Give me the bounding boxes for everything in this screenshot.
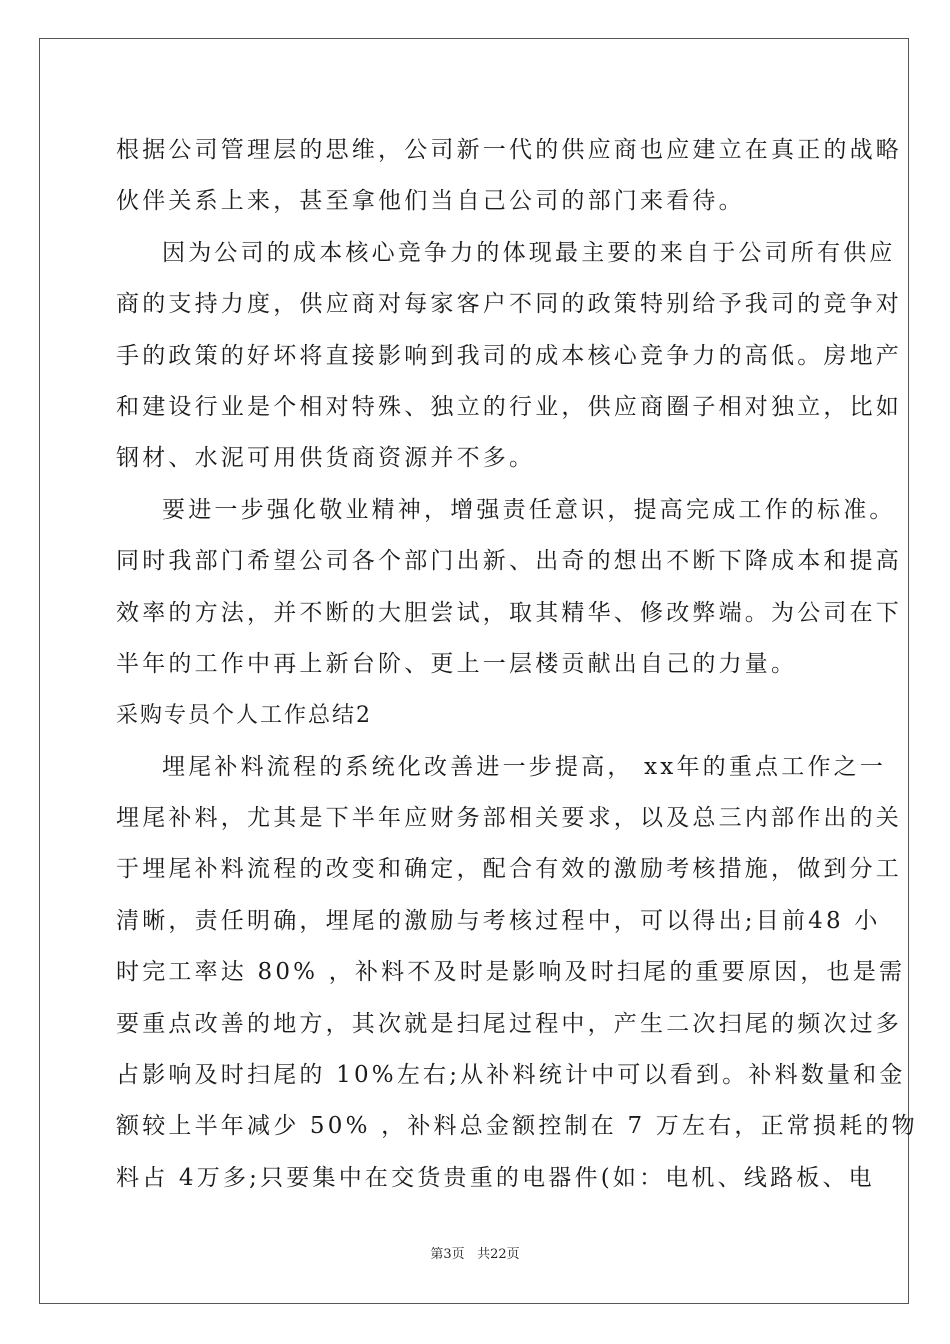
text-line: 同时我部门希望公司各个部门出新、出奇的想出不断下降成本和提高 <box>116 548 902 575</box>
page-footer <box>0 1243 950 1262</box>
text-line: 埋尾补料流程的系统化改善进一步提高， xx年的重点工作之一 <box>162 753 887 780</box>
page-prefix: 第 <box>430 1247 444 1262</box>
paragraph-2 <box>116 228 902 485</box>
paragraph-3 <box>116 485 902 691</box>
page-number: 3 <box>443 1247 452 1262</box>
section-heading: 采购专员个人工作总结2 <box>116 703 372 729</box>
text-line: 要重点改善的地方，其次就是扫尾过程中，产生二次扫尾的频次过多 <box>116 1010 902 1037</box>
text-line: 根据公司管理层的思维，公司新一代的供应商也应建立在真正的战略 <box>116 137 902 163</box>
text-line: 额较上半年减少 50% ，补料总金额控制在 7 万左右，正常损耗的物 <box>116 1113 918 1140</box>
text-line: 料占 4万多;只要集中在交货贵重的电器件(如：电机、线路板、电 <box>116 1164 875 1191</box>
text-line: 时完工率达 80% ，补料不及时是影响及时扫尾的重要原因，也是需 <box>116 959 906 986</box>
text-line: 于埋尾补料流程的改变和确定，配合有效的激励考核措施，做到分工 <box>116 856 902 883</box>
total-prefix: 共 <box>477 1247 491 1262</box>
total-pages: 22 <box>490 1247 507 1262</box>
text-line: 因为公司的成本核心竞争力的体现最主要的来自于公司所有供应 <box>162 239 896 266</box>
text-line: 手的政策的好坏将直接影响到我司的成本核心竞争力的高低。房地产 <box>116 342 902 369</box>
text-line: 半年的工作中再上新台阶、更上一层楼贡献出自己的力量。 <box>116 650 798 677</box>
total-suffix: 页 <box>506 1247 520 1262</box>
text-line: 和建设行业是个相对特殊、独立的行业，供应商圈子相对独立，比如 <box>116 393 902 420</box>
text-line: 埋尾补料，尤其是下半年应财务部相关要求，以及总三内部作出的关 <box>116 805 902 832</box>
text-line: 效率的方法，并不断的大胆尝试，取其精华、修改弊端。为公司在下 <box>116 599 902 626</box>
text-line: 钢材、水泥可用供货商资源并不多。 <box>116 445 536 472</box>
page-suffix: 页 <box>451 1247 465 1262</box>
text-line: 商的支持力度，供应商对每家客户不同的政策特别给予我司的竞争对 <box>116 291 902 318</box>
text-line: 伙伴关系上来，甚至拿他们当自己公司的部门来看待。 <box>116 188 745 215</box>
paragraph-1 <box>116 125 902 228</box>
document-body <box>116 125 918 1204</box>
text-line: 要进一步强化敬业精神，增强责任意识，提高完成工作的标准。 <box>162 496 896 523</box>
text-line: 清晰，责任明确，埋尾的激励与考核过程中，可以得出;目前48 小 <box>116 907 881 934</box>
paragraph-4 <box>116 742 918 1205</box>
text-line: 占影响及时扫尾的 10%左右;从补料统计中可以看到。补料数量和金 <box>116 1062 906 1089</box>
